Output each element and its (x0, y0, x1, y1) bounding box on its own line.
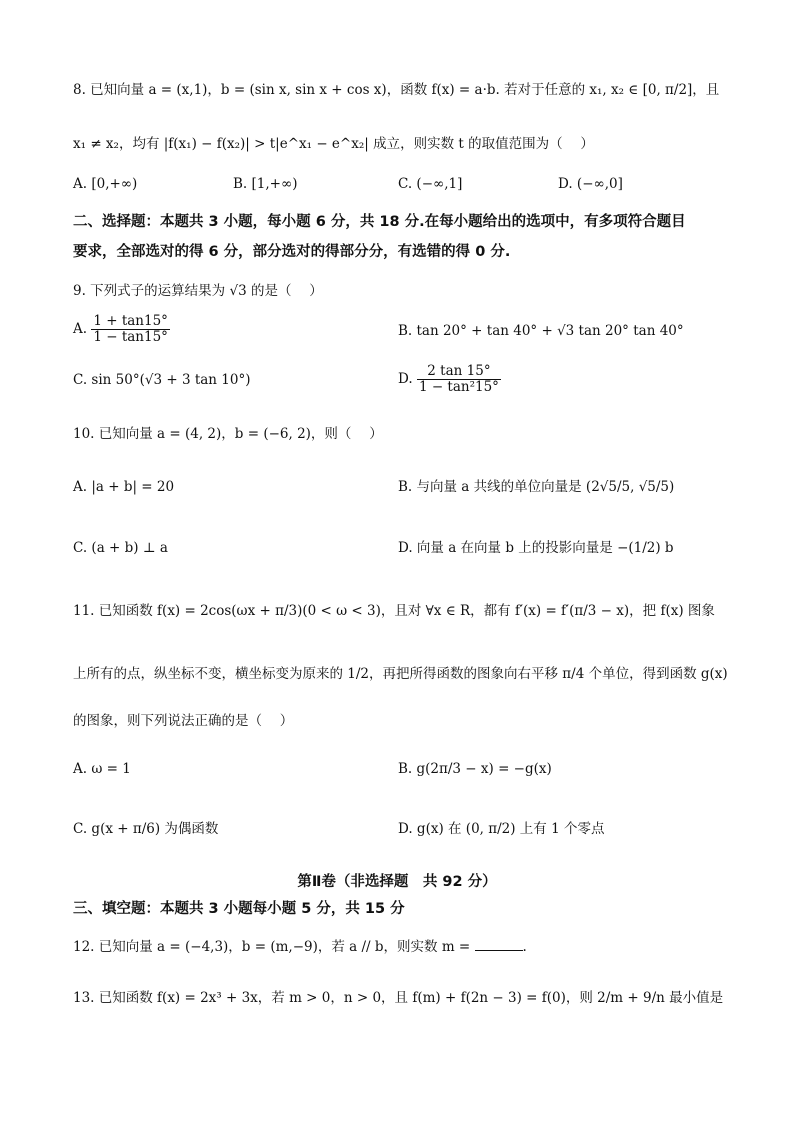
q11-option-c: C. g(x + π/6) 为偶函数 (73, 821, 219, 837)
q11-line3: 的图象，则下列说法正确的是（ ） (73, 713, 294, 729)
section2-line2: 要求，全部选对的得 6 分，部分选对的得部分分，有选错的得 0 分. (73, 244, 511, 260)
q9-option-a (73, 314, 170, 345)
q9-option-c: C. sin 50°(√3 + 3 tan 10°) (73, 372, 251, 388)
q9-option-a-numerator: 1 + tan15° (93, 313, 168, 329)
q8-line2: x₁ ≠ x₂，均有 |f(x₁) − f(x₂)| > t|e^x₁ − e^x₂| 成立，则实数 t 的取值范围为（ ） (73, 136, 594, 152)
q9-option-a-denominator: 1 − tan15° (93, 328, 168, 345)
q9-option-d-denominator: 1 − tan²15° (418, 378, 499, 395)
q10-stem: 10. 已知向量 a = (4, 2)，b = (−6, 2)，则（ ） (73, 426, 383, 442)
q9-option-d (398, 364, 501, 395)
q11-line1: 11. 已知函数 f(x) = 2cos(ωx + π/3)(0 < ω < 3)，且对 ∀x ∈ R，都有 f′(x) = f′(π/3 − x)，把 f(x) 图象 (73, 603, 715, 619)
q12-end: . (522, 939, 527, 955)
q12 (73, 938, 527, 955)
q9-option-d-fraction (417, 364, 501, 395)
q12-text: 12. 已知向量 a = (−4,3)，b = (m,−9)，若 a // b，则实数 m = (73, 939, 475, 955)
q11-option-a: A. ω = 1 (73, 761, 131, 777)
q9-option-d-numerator: 2 tan 15° (417, 364, 501, 380)
q11-option-d: D. g(x) 在 (0, π/2) 上有 1 个零点 (398, 821, 605, 837)
q12-answer-blank[interactable] (475, 938, 523, 951)
q8-option-b: B. [1,+∞) (233, 176, 298, 192)
q9-option-a-fraction (91, 314, 170, 345)
part2-title: 第Ⅱ卷（非选择题 共 92 分） (297, 874, 497, 890)
q8-option-a: A. [0,+∞) (73, 176, 138, 192)
q10-option-d: D. 向量 a 在向量 b 上的投影向量是 −(1/2) b (398, 540, 674, 556)
q9-stem: 9. 下列式子的运算结果为 √3 的是（ ） (73, 283, 323, 299)
section3-header: 三、填空题：本题共 3 小题每小题 5 分，共 15 分 (73, 901, 405, 917)
q9-option-b: B. tan 20° + tan 40° + √3 tan 20° tan 40° (398, 323, 684, 339)
q10-option-b: B. 与向量 a 共线的单位向量是 (2√5/5, √5/5) (398, 479, 675, 495)
q13-text: 13. 已知函数 f(x) = 2x³ + 3x，若 m > 0，n > 0，且 f(m) + f(2n − 3) = f(0)，则 2/m + 9/n 最小值是 (73, 990, 724, 1006)
q10-option-c: C. (a + b) ⊥ a (73, 540, 168, 556)
q11-line2: 上所有的点，纵坐标不变，横坐标变为原来的 1/2，再把所得函数的图象向右平移 π/4 个单位，得到函数 g(x) (73, 666, 728, 682)
q8-option-c: C. (−∞,1] (398, 176, 463, 192)
q8-line1: 8. 已知向量 a = (x,1)，b = (sin x, sin x + cos x)，函数 f(x) = a·b. 若对于任意的 x₁, x₂ ∈ [0, π/2]，且 (73, 82, 720, 98)
q8-option-d: D. (−∞,0] (558, 176, 623, 192)
q10-option-a: A. |a + b| = 20 (73, 479, 175, 495)
section2-line1: 二、选择题：本题共 3 小题，每小题 6 分，共 18 分.在每小题给出的选项中，有多项符合题目 (73, 214, 686, 230)
q9-option-d-label: D. (398, 370, 413, 387)
q11-option-b: B. g(2π/3 − x) = −g(x) (398, 761, 552, 777)
q9-option-a-label: A. (73, 320, 88, 337)
